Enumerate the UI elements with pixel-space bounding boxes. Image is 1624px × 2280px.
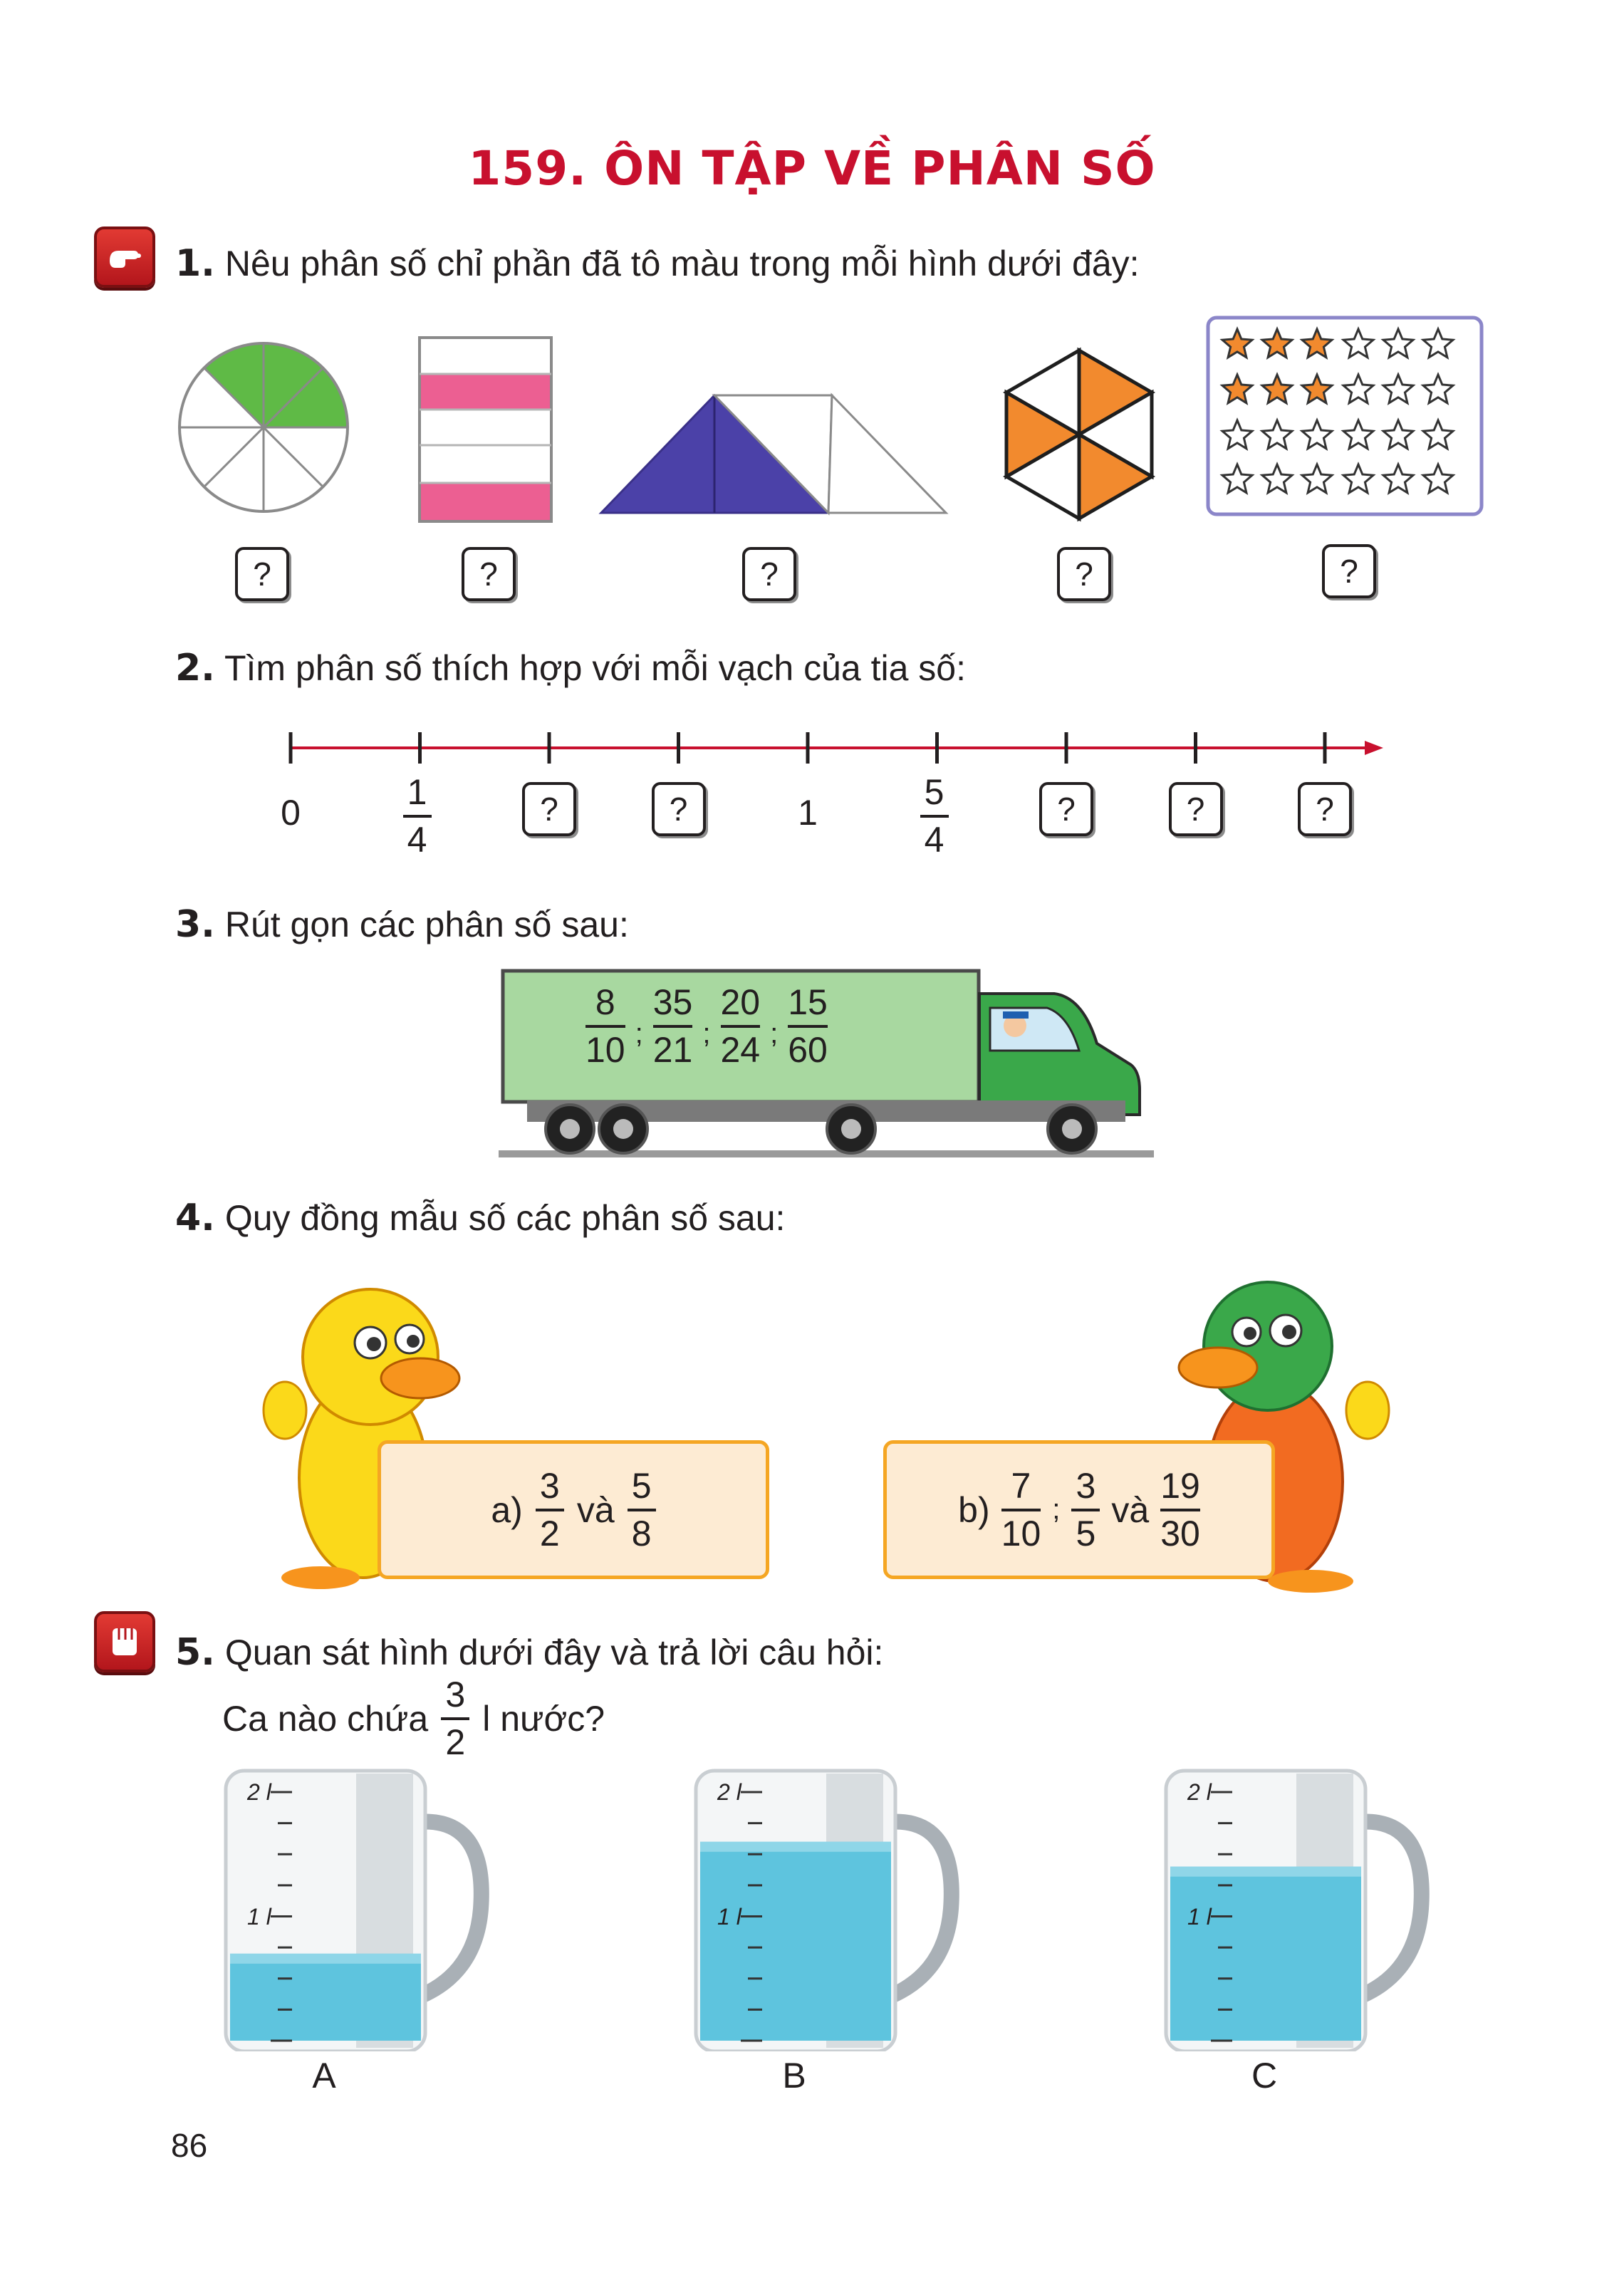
q3-fraction xyxy=(585,983,625,1070)
hexagon-fraction-figure xyxy=(994,342,1165,527)
scale-label-2l: 2 l xyxy=(1187,1779,1212,1805)
q1-prompt xyxy=(175,242,1140,285)
jug-label: C xyxy=(1251,2056,1278,2096)
number-line-answer-box[interactable]: ? xyxy=(1039,782,1093,836)
number-line-label: 1 xyxy=(798,793,818,833)
fraction-separator: ; xyxy=(635,1017,643,1049)
q1-answer-box-4[interactable]: ? xyxy=(1057,547,1111,601)
fraction-separator: ; xyxy=(702,1017,711,1049)
q5-question-fraction xyxy=(441,1675,469,1762)
q4b-fraction-3 xyxy=(1160,1467,1200,1553)
fraction-denominator: 8 xyxy=(631,1513,652,1553)
fraction-numerator: 20 xyxy=(720,982,761,1022)
fraction-denominator: 10 xyxy=(1001,1513,1041,1553)
fraction-numerator: 7 xyxy=(1011,1465,1031,1506)
fraction-denominator: 4 xyxy=(407,820,427,860)
fraction-denominator: 21 xyxy=(652,1030,693,1070)
number-line xyxy=(278,727,1389,769)
q2-prompt xyxy=(175,647,966,689)
q3-fraction-list xyxy=(585,983,828,1070)
q4b-conjunction: và xyxy=(1111,1489,1150,1530)
q1-answer-box-3[interactable]: ? xyxy=(742,547,796,601)
number-line-fraction xyxy=(920,773,949,860)
fraction-numerator: 3 xyxy=(539,1465,560,1506)
fraction-numerator: 5 xyxy=(631,1465,652,1506)
q5-question-prefix: Ca nào chứa xyxy=(222,1699,429,1739)
fraction-denominator: 24 xyxy=(720,1030,761,1070)
hand-pointer-icon xyxy=(94,227,155,288)
circle-fraction-figure xyxy=(171,335,356,520)
q4a-fraction-2 xyxy=(628,1467,656,1553)
number-line-answer-box[interactable]: ? xyxy=(652,782,706,836)
q1-text: Nêu phân số chỉ phần đã tô màu trong mỗi hình dưới đây: xyxy=(224,244,1140,283)
q4-prompt xyxy=(175,1197,785,1239)
q3-prompt xyxy=(175,903,629,946)
fraction-denominator: 60 xyxy=(788,1030,828,1070)
q5-text: Quan sát hình dưới đây và trả lời câu hỏi: xyxy=(224,1633,884,1672)
triangles-fraction-figure xyxy=(597,388,953,516)
q4-text: Quy đồng mẫu số các phân số sau: xyxy=(224,1198,786,1238)
q4a-conjunction: và xyxy=(576,1489,615,1530)
q4-card-a xyxy=(378,1440,769,1579)
q4b-label: b) xyxy=(958,1489,990,1530)
q4b-fraction-1 xyxy=(1001,1467,1041,1553)
q3-fraction xyxy=(788,983,828,1070)
number-line-answer-box[interactable]: ? xyxy=(1298,782,1352,836)
q1-answer-box-1[interactable]: ? xyxy=(235,547,289,601)
fraction-numerator: 15 xyxy=(788,982,828,1022)
q4a-label: a) xyxy=(491,1489,523,1530)
fraction-numerator: 8 xyxy=(595,982,615,1022)
q2-number: 2. xyxy=(175,647,215,689)
q3-number: 3. xyxy=(175,903,215,946)
q3-fraction xyxy=(653,983,693,1070)
fraction-denominator: 5 xyxy=(1076,1513,1096,1553)
fraction-numerator: 3 xyxy=(445,1675,466,1714)
fraction-numerator: 5 xyxy=(924,772,944,812)
number-line-answer-box[interactable]: ? xyxy=(1169,782,1223,836)
q5-question xyxy=(222,1675,605,1762)
fraction-denominator: 2 xyxy=(539,1513,560,1553)
stars-fraction-figure xyxy=(1205,315,1484,518)
stripes-fraction-figure xyxy=(417,335,556,527)
q3-text: Rút gọn các phân số sau: xyxy=(224,905,629,944)
fraction-denominator: 2 xyxy=(445,1722,466,1762)
scale-label-1l: 1 l xyxy=(717,1903,741,1930)
q2-text: Tìm phân số thích hợp với mỗi vạch của tia số: xyxy=(224,648,966,688)
fraction-denominator: 10 xyxy=(585,1030,625,1070)
jug-label: B xyxy=(782,2056,806,2096)
scale-label-2l: 2 l xyxy=(717,1779,741,1805)
q4-card-b xyxy=(883,1440,1275,1579)
lesson-title: 159. ÔN TẬP VỀ PHÂN SỐ xyxy=(468,141,1156,196)
q5-prompt xyxy=(175,1631,883,1674)
q4a-fraction-1 xyxy=(536,1467,564,1553)
fraction-numerator: 35 xyxy=(652,982,693,1022)
number-line-label: 0 xyxy=(281,793,301,833)
fraction-numerator: 1 xyxy=(407,772,427,812)
q3-fraction xyxy=(721,983,761,1070)
q4b-fraction-2 xyxy=(1071,1467,1100,1553)
fist-icon xyxy=(94,1611,155,1672)
q5-number: 5. xyxy=(175,1631,215,1674)
fraction-denominator: 4 xyxy=(924,820,944,860)
number-line-answer-box[interactable]: ? xyxy=(522,782,576,836)
fraction-denominator: 30 xyxy=(1160,1513,1200,1553)
jug-label: A xyxy=(312,2056,336,2096)
fraction-numerator: 3 xyxy=(1076,1465,1096,1506)
fraction-separator: ; xyxy=(770,1017,779,1049)
page-number: 86 xyxy=(171,2127,208,2164)
number-line-fraction xyxy=(403,773,432,860)
scale-label-1l: 1 l xyxy=(1187,1903,1212,1930)
fraction-separator: ; xyxy=(1052,1494,1061,1525)
fraction-numerator: 19 xyxy=(1160,1465,1200,1506)
scale-label-1l: 1 l xyxy=(247,1903,271,1930)
q1-answer-box-5[interactable]: ? xyxy=(1322,544,1376,598)
q1-answer-box-2[interactable]: ? xyxy=(462,547,516,601)
q1-number: 1. xyxy=(175,242,215,285)
q4-number: 4. xyxy=(175,1197,215,1239)
scale-label-2l: 2 l xyxy=(247,1779,271,1805)
q5-question-suffix: l nước? xyxy=(482,1699,605,1739)
